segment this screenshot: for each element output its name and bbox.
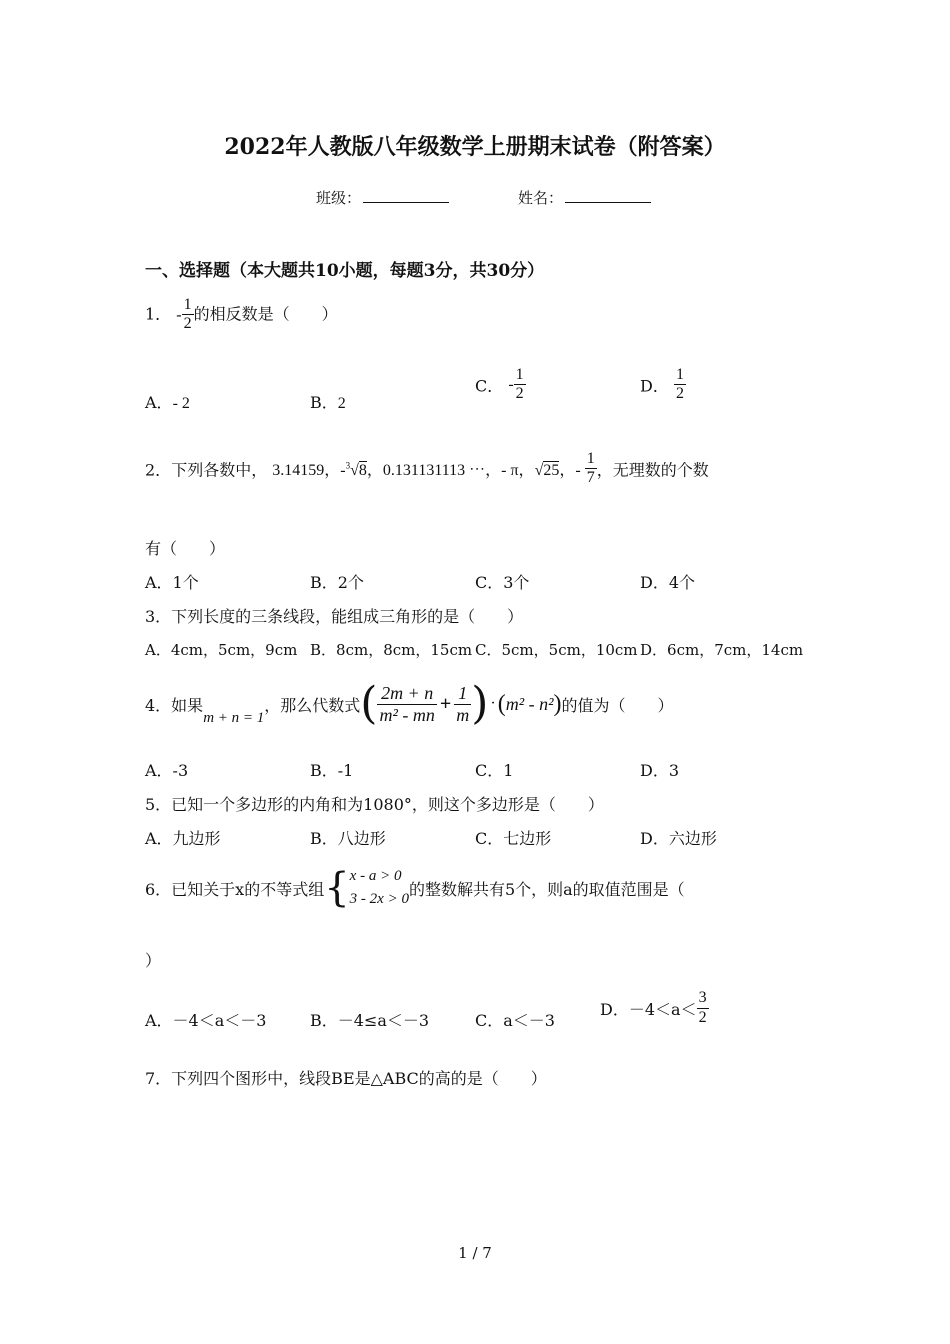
question-4 — [145, 672, 674, 736]
q2-frac-num: 1 — [586, 450, 595, 467]
q1-option-a — [145, 390, 190, 413]
q1-option-c-sign: - — [508, 375, 514, 393]
class-field — [316, 187, 449, 208]
q1-option-d-den: 2 — [675, 385, 684, 403]
q5-option-d: D．六边形 — [640, 829, 717, 848]
q5-option-a: A．九边形 — [145, 829, 221, 848]
name-field — [518, 187, 651, 208]
q6-option-d — [600, 984, 709, 1032]
q4-fraction-2 — [454, 683, 471, 725]
q2-list-part3: ，- — [559, 462, 581, 480]
q4-times: · — [490, 695, 496, 712]
q1-option-d — [640, 366, 686, 404]
q2-frac-den: 7 — [586, 469, 595, 487]
question-6 — [145, 858, 685, 918]
q2-fraction — [585, 450, 597, 488]
q3-option-a: A．4cm，5cm，9cm — [145, 641, 298, 659]
q4-text-mid: ，那么代数式 — [264, 695, 361, 715]
q3-option-b: B．8cm，8cm，15cm — [310, 641, 473, 659]
q1-option-d-fraction — [674, 366, 686, 404]
q1-option-c-fraction — [514, 366, 526, 404]
q6-option-b: B．－4≤a＜－3 — [310, 1011, 430, 1030]
q4-option-d: D．3 — [640, 761, 680, 780]
q1-frac-num: 1 — [183, 296, 192, 313]
q1-option-d-label: D． — [640, 376, 669, 396]
q4-left-paren: ( — [360, 678, 378, 729]
q1-frac-den: 2 — [183, 315, 192, 333]
question-2 — [145, 450, 709, 488]
q4-condition: m + n = 1 — [203, 709, 265, 726]
q2-radicand-1: 8 — [358, 462, 367, 480]
q1-option-a-value: - 2 — [172, 395, 190, 412]
q6-option-d-den: 2 — [698, 1008, 707, 1026]
q5-option-c: C．七边形 — [475, 829, 552, 848]
q1-option-b — [310, 390, 346, 413]
q6-inequality-2: 3 - 2x > 0 — [349, 891, 409, 907]
q1-option-b-value: 2 — [337, 395, 346, 412]
q2-list-part2: ，0.131131113 ⋯，- π， — [366, 462, 535, 480]
q2-text-before: 下列各数中， — [171, 460, 268, 480]
q2-cube-index: 3 — [345, 461, 351, 472]
q1-fraction — [182, 296, 194, 334]
q2-option-d: D．4个 — [640, 573, 696, 592]
q6-brace: { — [324, 865, 350, 911]
q2-option-a: A．1个 — [145, 573, 199, 592]
q2-list-part1: 3.14159，- — [272, 462, 346, 480]
q4-plus: + — [439, 692, 452, 715]
question-3: 3．下列长度的三条线段，能组成三角形的是（ ） — [145, 607, 524, 626]
q2-radicand-2: 25 — [543, 462, 560, 480]
q1-number: 1． — [145, 304, 172, 324]
q1-option-c-label: C． — [475, 376, 504, 396]
q1-option-b-label: B． — [310, 393, 338, 412]
q6-option-d-fraction — [697, 989, 709, 1027]
q2-line2: 有（ ） — [145, 539, 226, 558]
class-label: 班级： — [316, 189, 362, 207]
class-blank — [363, 188, 449, 203]
q4-option-c: C．1 — [475, 761, 514, 780]
q6-system — [350, 865, 409, 912]
q4-right-paren: ) — [471, 678, 489, 729]
q1-option-c-den: 2 — [515, 385, 524, 403]
q1-option-d-num: 1 — [675, 366, 684, 383]
page-number: 1 / 7 — [458, 1244, 492, 1262]
q5-option-b: B．八边形 — [310, 829, 386, 848]
q6-line2: ） — [145, 951, 162, 970]
q4-option-a: A．-3 — [145, 761, 189, 780]
question-1 — [145, 296, 338, 334]
q2-number-list: 3.14159，-$^3$√8，0.131131113 ⋯，- π，√25，- — [272, 461, 581, 480]
q4-factor-open: ( — [497, 690, 506, 717]
name-blank — [565, 188, 651, 203]
q2-option-b: B．2个 — [310, 573, 364, 592]
q4-text-after: 的值为（ ） — [561, 695, 674, 715]
q6-text-before: 6．已知关于x的不等式组 — [145, 879, 325, 899]
q1-option-a-label: A． — [145, 393, 173, 412]
q4-number: 4．如果 — [145, 695, 204, 715]
q4-option-b: B．-1 — [310, 761, 354, 780]
name-label: 姓名： — [518, 189, 564, 207]
q4-factor: m² - n² — [505, 693, 554, 714]
q6-option-d-prefix: D．－4＜a＜ — [600, 999, 697, 1019]
q4-factor-close: ) — [553, 690, 562, 717]
q1-text: 的相反数是（ ） — [193, 304, 338, 324]
q1-option-c-num: 1 — [515, 366, 524, 383]
q4-frac1-num: 2m + n — [381, 682, 434, 703]
q3-option-d: D．6cm，7cm，14cm — [640, 641, 804, 659]
q3-option-c: C．5cm，5cm，10cm — [475, 641, 638, 659]
q4-fraction-1 — [377, 683, 436, 725]
q6-option-c: C．a＜－3 — [475, 1011, 555, 1030]
q4-frac2-num: 1 — [458, 682, 468, 703]
q1-expr-sign: - — [176, 306, 182, 324]
q4-frac2-den: m — [456, 704, 470, 725]
q6-text-after: 的整数解共有5个，则a的取值范围是（ — [408, 879, 685, 899]
q1-option-c — [475, 366, 526, 404]
section-heading: 一、选择题（本大题共10小题，每题3分，共30分） — [145, 261, 545, 281]
q6-inequality-1: x - a > 0 — [349, 867, 402, 884]
q6-option-a: A．－4＜a＜－3 — [145, 1011, 267, 1030]
q4-frac1-den: m² - mn — [379, 704, 435, 725]
question-5: 5．已知一个多边形的内角和为1080°，则这个多边形是（ ） — [145, 795, 604, 814]
q2-option-c: C．3个 — [475, 573, 530, 592]
q6-option-d-num: 3 — [698, 989, 707, 1007]
page-title: 2022年人教版八年级数学上册期末试卷（附答案） — [224, 134, 726, 160]
q2-number: 2． — [145, 460, 172, 480]
question-7: 7．下列四个图形中，线段BE是△ABC的高的是（ ） — [145, 1069, 547, 1088]
q2-text-after: ，无理数的个数 — [596, 460, 709, 480]
